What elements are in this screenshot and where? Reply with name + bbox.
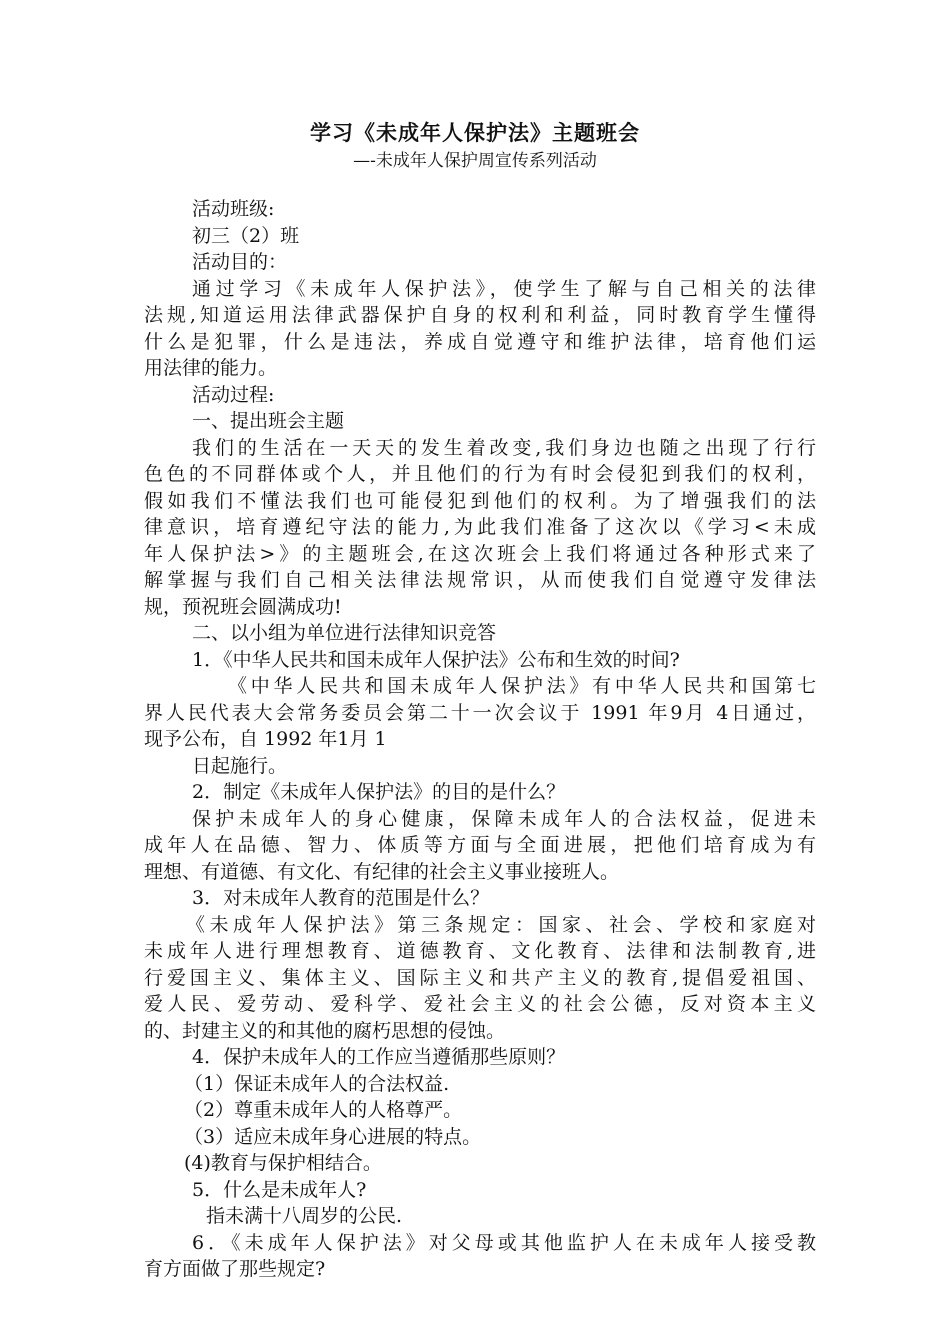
text-line: 的、封建主义的和其他的腐朽思想的侵蚀。 (144, 1019, 506, 1042)
text-line: 色色的不同群体或个人，并且他们的行为有时会侵犯到我们的权利， (144, 463, 816, 485)
text-line: 什么是犯罪，什么是违法，养成自觉遵守和维护法律，培育他们运 (144, 330, 816, 353)
text-line: 初三（2）班 (192, 224, 300, 247)
text-line: (4)教育与保护相结合。 (184, 1152, 382, 1174)
text-line: 1．《中华人民共和国未成年人保护法》公布和生效的时间? (192, 648, 680, 671)
text-line: 现予公布，自 1992 年1月 1 (144, 728, 387, 750)
text-line: 律意识，培育遵纪守法的能力,为此我们准备了这次以《学习<未成 (144, 516, 816, 538)
text-line: 通过学习《未成年人保护法》，使学生了解与自己相关的法律 (192, 277, 816, 300)
text-line: 活动班级: (192, 198, 275, 220)
text-line: 爱人民、爱劳动、爱科学、爱社会主义的社会公德，反对资本主义 (144, 993, 816, 1015)
text-line: 活动过程: (192, 383, 275, 406)
text-line: 2．制定《未成年人保护法》的目的是什么？ (192, 781, 566, 803)
text-line: 二、以小组为单位进行法律知识竞答 (192, 622, 497, 644)
text-line: 理想、有道德、有文化、有纪律的社会主义事业接班人。 (144, 860, 620, 883)
text-line: 4．保护未成年人的工作应当遵循那些原则？ (192, 1046, 566, 1068)
document-body (144, 196, 816, 1283)
text-line: 6．《未成年人保护法》对父母或其他监护人在未成年人接受教 (192, 1231, 816, 1254)
text-line: （1）保证未成年人的合法权益. (184, 1072, 450, 1095)
text-line: 行爱国主义、集体主义、国际主义和共产主义的教育,提倡爱祖国、 (144, 966, 816, 989)
text-line: 《未成年人保护法》第三条规定：国家、社会、学校和家庭对 (186, 913, 816, 936)
text-line: 我们的生活在一天天的发生着改变,我们身边也随之出现了行行 (192, 436, 816, 459)
document-title: 学习《未成年人保护法》主题班会 (310, 120, 640, 145)
text-line: （2）尊重未成年人的人格尊严。 (184, 1099, 463, 1121)
text-line: 未成年人进行理想教育、道德教育、文化教育、法律和法制教育,进 (144, 940, 816, 962)
text-line: 用法律的能力。 (144, 357, 278, 379)
text-line: 《中华人民共和国未成年人保护法》有中华人民共和国第七 (228, 675, 816, 697)
text-line: 一、提出班会主题 (192, 410, 345, 432)
text-line: （3）适应未成年身心进展的特点。 (184, 1125, 482, 1148)
text-line: 界人民代表大会常务委员会第二十一次会议于 1991 年9月 4日通过， (144, 701, 816, 724)
text-line: 规，预祝班会圆满成功! (144, 595, 342, 618)
text-line: 育方面做了那些规定? (144, 1258, 326, 1280)
text-line: 指未满十八周岁的公民. (206, 1205, 403, 1227)
text-line: 保护未成年人的身心健康，保障未成年人的合法权益，促进未 (192, 807, 816, 830)
text-line: 法规,知道运用法律武器保护自身的权利和利益，同时教育学生懂得 (144, 304, 816, 326)
text-line: 3．对未成年人教育的范围是什么？ (192, 887, 490, 909)
text-line: 活动目的： (192, 251, 288, 273)
text-line: 成年人在品德、智力、体质等方面与全面进展，把他们培育成为有 (144, 834, 816, 856)
text-line: 日起施行。 (192, 754, 288, 777)
text-line: 假如我们不懂法我们也可能侵犯到他们的权利。为了增强我们的法 (144, 489, 816, 512)
text-line: 5．什么是未成年人? (192, 1178, 367, 1201)
text-line: 解掌握与我们自己相关法律法规常识，从而使我们自觉遵守发律法 (144, 569, 816, 591)
text-line: 年人保护法>》的主题班会,在这次班会上我们将通过各种形式来了 (144, 542, 816, 565)
document-subtitle: —-未成年人保护周宣传系列活动 (353, 151, 597, 171)
